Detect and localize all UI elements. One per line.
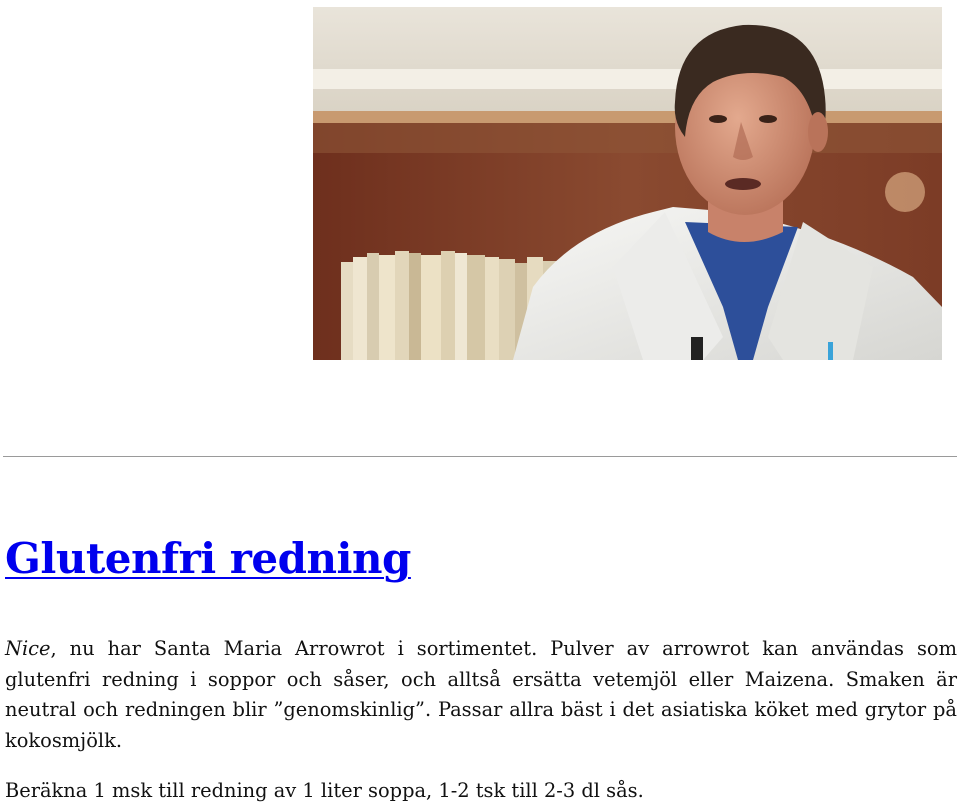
post-title (5, 534, 411, 584)
hero-image (313, 7, 942, 360)
separator-line (3, 456, 957, 457)
post-title-link[interactable]: Glutenfri redning (5, 534, 411, 583)
second-paragraph: Beräkna 1 msk till redning av 1 liter soppa, 1-2 tsk till 2-3 dl sås. (5, 779, 644, 802)
intro-text: , nu har Santa Maria Arrowrot i sortimentet. Pulver av arrowrot kan användas som glutenfri redning i soppor och såser, och alltså ersätta vetemjöl eller Maizena. Smaken är neutral och redningen blir ”genomskinlig”. Passar allra bäst i det asiatiska köket med grytor på kokosmjölk. (5, 637, 957, 752)
post-body (5, 634, 957, 807)
doctor-photo-icon (313, 7, 942, 360)
intro-emphasis: Nice (5, 637, 51, 660)
intro-paragraph (5, 634, 957, 756)
